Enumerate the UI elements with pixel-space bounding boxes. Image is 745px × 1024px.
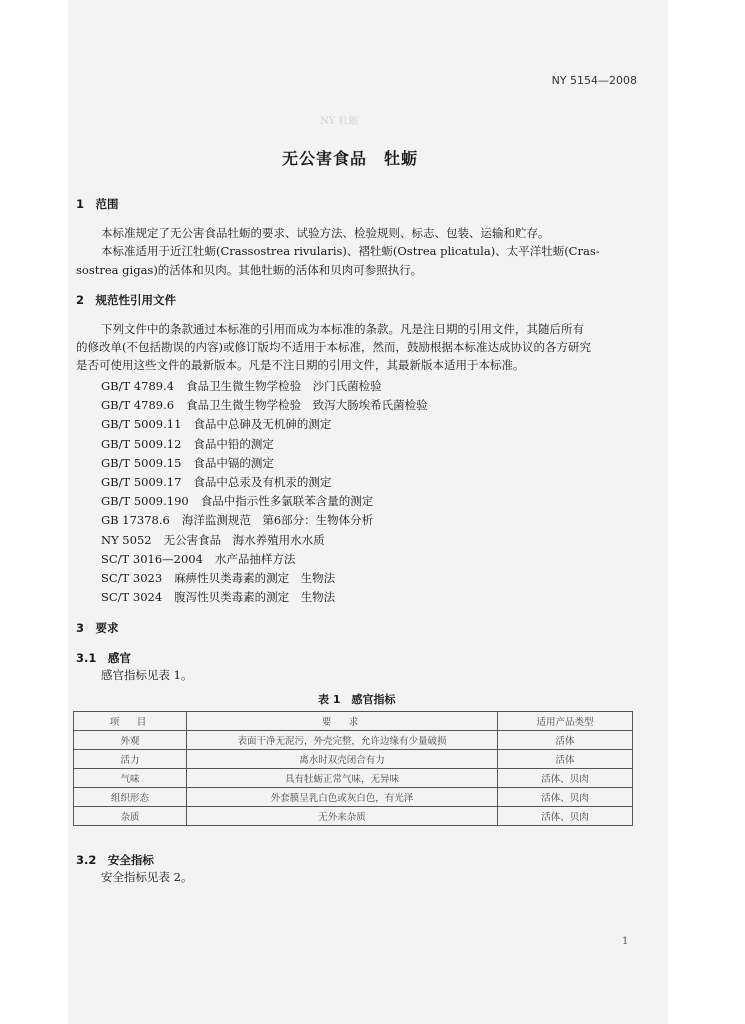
section-2-heading: 2 规范性引用文件 (76, 293, 177, 307)
table-cell: 活体、贝肉 (498, 807, 633, 826)
table-cell: 组织形态 (74, 788, 187, 807)
table-header-row (74, 712, 633, 731)
table-row (74, 769, 633, 788)
column-header-item: 项 目 (74, 712, 187, 731)
section-3-heading: 3 要求 (76, 621, 119, 635)
reference-item: GB/T 4789.4 食品卫生微生物学检验 沙门氏菌检验 (101, 379, 382, 393)
table-cell: 活体、贝肉 (498, 788, 633, 807)
table-cell: 外观 (74, 731, 187, 750)
table-1-caption: 表 1 感官指标 (318, 693, 396, 706)
reference-item: SC/T 3023 麻痹性贝类毒素的测定 生物法 (101, 570, 336, 585)
table-cell: 气味 (74, 769, 187, 788)
table-cell: 具有牡蛎正常气味，无异味 (187, 769, 498, 788)
section-2-paragraph-line-3: 是否可使用这些文件的最新版本。凡是不注日期的引用文件，其最新版本适用于本标准。 (76, 358, 525, 372)
section-2-paragraph-line-1: 下列文件中的条款通过本标准的引用而成为本标准的条款。凡是注日期的引用文件，其随后所有 (101, 322, 584, 336)
section-3-2-text: 安全指标见表 2。 (101, 870, 193, 884)
reference-item: SC/T 3016—2004 水产品抽样方法 (101, 551, 296, 566)
reference-item: GB 17378.6 海洋监测规范 第6部分：生物体分析 (101, 513, 374, 528)
table-cell: 外套膜呈乳白色或灰白色，有光泽 (187, 788, 498, 807)
reference-item: GB/T 5009.190 食品中指示性多氯联苯含量的测定 (101, 494, 374, 509)
standard-number: NY 5154—2008 (551, 74, 637, 87)
table-cell: 杂质 (74, 807, 187, 826)
reference-item: GB/T 5009.11 食品中总砷及无机砷的测定 (101, 417, 332, 432)
table-cell: 无外来杂质 (187, 807, 498, 826)
section-3-1-text: 感官指标见表 1。 (101, 668, 193, 682)
normative-references-list (101, 377, 428, 607)
reference-item: GB/T 4789.6 食品卫生微生物学检验 致泻大肠埃希氏菌检验 (101, 398, 428, 413)
reference-item: GB/T 5009.17 食品中总汞及有机汞的测定 (101, 474, 332, 489)
reference-item: GB/T 5009.12 食品中铅的测定 (101, 436, 274, 451)
table-row (74, 788, 633, 807)
section-1-paragraph-1: 本标准规定了无公害食品牡蛎的要求、试验方法、检验规则、标志、包装、运输和贮存。 (101, 226, 550, 240)
page-number: 1 (622, 936, 629, 947)
table-cell: 活体 (498, 731, 633, 750)
table-row (74, 750, 633, 769)
section-1-paragraph-2-line-1: 本标准适用于近江牡蛎(Crassostrea rivularis)、褶牡蛎(Ostrea plicatula)、太平洋牡蛎(Cras- (101, 244, 600, 258)
sensory-indicators-table (73, 711, 633, 826)
faint-header-text: NY 牡蛎 (320, 116, 359, 127)
table-cell: 活体 (498, 750, 633, 769)
table-cell: 离水时双壳闭合有力 (187, 750, 498, 769)
table-cell: 表面干净无泥污，外壳完整，允许边缘有少量破损 (187, 731, 498, 750)
document-title: 无公害食品 牡蛎 (282, 149, 419, 168)
table-cell: 活体、贝肉 (498, 769, 633, 788)
section-3-2-heading: 3.2 安全指标 (76, 853, 154, 867)
column-header-product-type: 适用产品类型 (498, 712, 633, 731)
reference-item: GB/T 5009.15 食品中镉的测定 (101, 455, 274, 470)
reference-item: SC/T 3024 腹泻性贝类毒素的测定 生物法 (101, 590, 336, 605)
section-1-heading: 1 范围 (76, 197, 119, 211)
section-3-1-heading: 3.1 感官 (76, 651, 131, 665)
section-1-paragraph-2-line-2: sostrea gigas)的活体和贝肉。其他牡蛎的活体和贝肉可参照执行。 (76, 263, 423, 277)
column-header-requirement: 要 求 (187, 712, 498, 731)
table-row (74, 731, 633, 750)
table-cell: 活力 (74, 750, 187, 769)
reference-item: NY 5052 无公害食品 海水养殖用水水质 (101, 532, 325, 547)
section-2-paragraph-line-2: 的修改单(不包括勘误的内容)或修订版均不适用于本标准，然而，鼓励根据本标准达成协议的各方研究 (76, 340, 591, 354)
table-row (74, 807, 633, 826)
